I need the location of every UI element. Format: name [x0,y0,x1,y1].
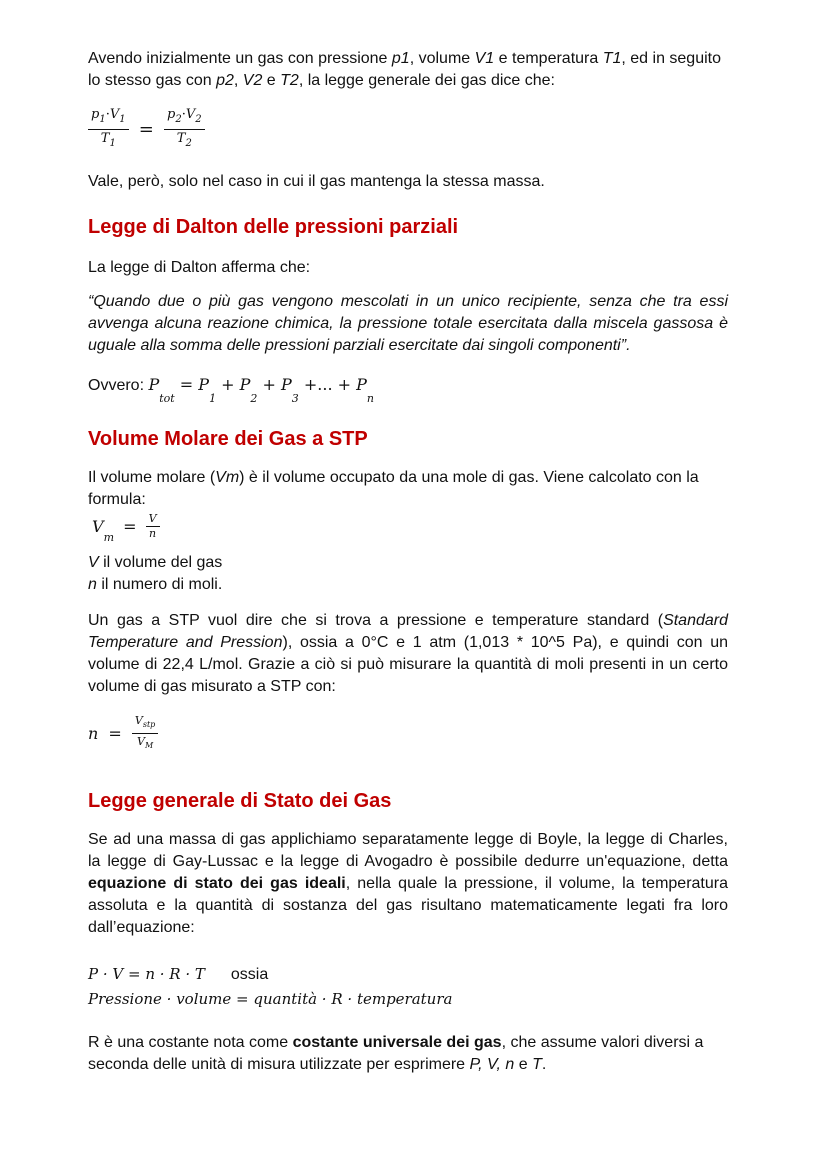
r-constant-paragraph: R è una costante nota come costante universale dei gas, che assume valori diversi a seconda delle unità di misura utilizzate per esprimere P, V, n e T. [88,1034,704,1073]
molar-volume-heading: Volume Molare dei Gas a STP [88,428,368,450]
intro-text: Avendo inizialmente un gas con pressione [88,50,392,67]
general-gas-law-formula [88,106,205,153]
var-p1: p1 [391,50,410,67]
molar-legend [88,552,728,596]
equation-line-2: Pressione · volume = quantità · R · temperatura [88,990,453,1008]
var-t2: T2 [280,72,299,89]
dalton-quote: “Quando due o più gas vengono mescolati in un unico recipiente, senza che tra essi avvenga alcuna reazione chimica, la pressione totale esercitata dalla miscela gassosa è uguale alla somma delle pressioni parziali esercitate dai singoli componenti”. [88,293,728,354]
formula-prefix: Ovvero: [88,377,149,394]
molar-volume-formula: $V_m$ = $\frac{V}{n}$ [92,512,160,544]
stp-paragraph: Un gas a STP vuol dire che si trova a pressione e temperature standard (Standard Temperature and Pression), ossia a 0°C e 1 atm (1,013 * 10^5 Pa), e quindi con un volume di 22,4 L/mol. Grazie a ciò si può misurare la quantità di moli presenti in un certo volume di gas misurato a STP con: [88,612,728,695]
intro-text: e temperatura [494,50,603,67]
equation-line-1: P · V = n · R · T ossia [88,965,269,983]
dalton-formula: Ovvero: $P_{tot} = P_1 + P_2 + P_3$ +... + $P_n$ [88,375,374,405]
legend-n: n il numero di moli. [88,576,223,593]
intro-text: , la legge generale dei gas dice che: [298,72,555,89]
dalton-intro: La legge di Dalton afferma che: [88,259,311,276]
intro-text: , volume [409,50,475,67]
intro-text: e [262,72,281,89]
molar-intro: Il volume molare (Vm) è il volume occupato da una mole di gas. Viene calcolato con la formula: [88,469,699,508]
fraction-vstp-over-vm: $\frac{V_{stp}}{V_M}$ [132,713,158,754]
bold-gas-constant: costante universale dei gas [292,1034,502,1051]
ideal-gas-equation [88,962,452,1011]
var-p2: p2 [216,72,234,89]
intro-text: , ed in seguito lo stesso gas con [88,50,721,89]
equals-sign: = [138,118,154,140]
intro-paragraph [88,48,728,92]
var-t1: T1 [602,50,622,67]
dalton-heading: Legge di Dalton delle pressioni parziali [88,216,459,238]
fraction-left: $\frac{p_1\cdot V_1}{T_1}$ [88,106,129,153]
var-v1: V1 [474,50,495,67]
mass-note: Vale, però, solo nel caso in cui il gas mantenga la stessa massa. [88,173,545,190]
intro-text: , [233,72,243,89]
bold-ideal-gas-equation: equazione di stato dei gas ideali [88,875,346,892]
var-v2: V2 [242,72,263,89]
fraction-v-over-n: $\frac{V}{n}$ [146,512,160,541]
stp-italic: Standard Temperature and Pression [88,612,728,651]
fraction-right: $\frac{p_2\cdot V_2}{T_2}$ [164,106,205,153]
var-vm: Vm [215,469,240,486]
moles-at-stp-formula: n = $\frac{V_{stp}}{V_M}$ [88,713,158,754]
state-law-heading: Legge generale di Stato dei Gas [88,790,392,812]
state-law-paragraph: Se ad una massa di gas applichiamo separatamente legge di Boyle, la legge di Charles, la legge di Gay-Lussac e la legge di Avogadro è possibile dedurre un'equazione, detta equazione di stato dei gas ideali, nella quale la pressione, il volume, la temperatura assoluta e la quantità di sostanza del gas risultano matematicamente legati fra loro dall’equazione: [88,831,728,936]
ossia-word: ossia [230,966,269,983]
legend-v: V il volume del gas [88,554,223,571]
